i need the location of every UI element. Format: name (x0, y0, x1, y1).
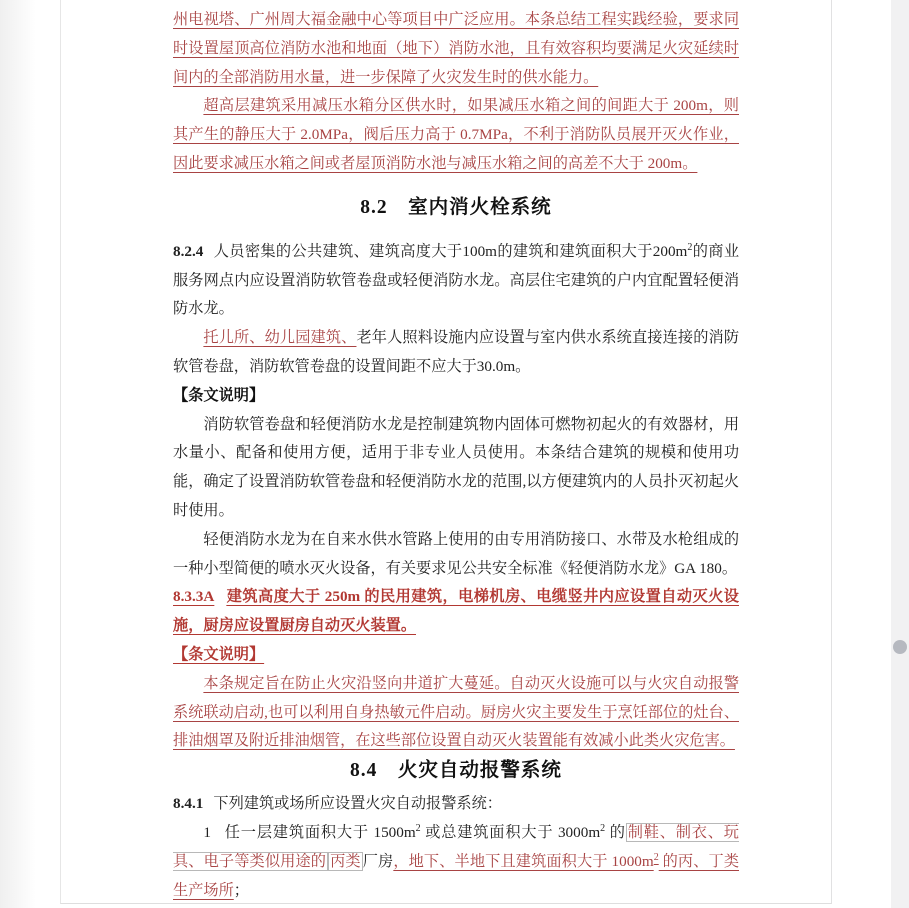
list-item-1-number: 1 (203, 823, 211, 841)
item-1-boxed-insertion-uses: 制鞋、制衣、玩具、电子等类似用途的 (173, 823, 739, 870)
clause-8-3-3A-text: 建筑高度大于 250m 的民用建筑，电梯机房、电缆竖井内应设置自动灭火设施，厨房应设置厨房自动灭火装置。 (173, 588, 739, 635)
document-page (60, 0, 832, 904)
item-1-red-places: 的丙、丁类生产场所 (173, 852, 739, 899)
item-1-semicolon: ； (233, 881, 249, 899)
superscript-square-meters: 2 (653, 851, 659, 863)
commentary-label-red-text: 【条文说明】 (173, 645, 265, 663)
para-childcare-text: 老年人照料设施内应设置与室内供水系统直接连接的消防软管卷盘，消防软管卷盘的设置间距不应大于30.0m。 (173, 329, 739, 375)
section-heading-8-2: 8.2 室内消火栓系统 (360, 196, 552, 218)
clause-8-2-4-text-a: 人员密集的公共建筑、建筑高度大于100m的建筑和建筑面积大于200m (213, 242, 688, 260)
clause-8-4-1-text: 下列建筑或场所应设置火灾自动报警系统： (213, 795, 502, 813)
superscript-square-meters: 2 (687, 241, 693, 253)
commentary-label-black: 【条文说明】 (173, 386, 265, 404)
superscript-square-meters: 2 (415, 822, 421, 834)
para-childcare (173, 324, 739, 382)
item-1-black-b: 或总建筑面积大于 3000m (420, 823, 601, 841)
item-1-black-plant: 厂房 (362, 852, 394, 870)
para-pool-continuation: 州电视塔、广州周大福金融中心等项目中广泛应用。本条总结工程实践经验，要求同时设置屋顶高位消防水池和地面（地下）消防水池，且有效容积均要满足火灾延续时间内的全部消防用水量，进一步保障了火灾发生时的供水能力。 (173, 11, 739, 86)
superscript-square-meters: 2 (600, 822, 606, 834)
item-1-boxed-insertion-class-c: 丙类 (330, 852, 361, 870)
clause-8-2-4-number: 8.2.4 (173, 242, 204, 260)
scrollbar-thumb[interactable] (893, 640, 907, 654)
item-1-red-underground: ，地下、半地下且建筑面积大于 1000m (393, 852, 654, 870)
commentary-label-red (173, 641, 739, 670)
page-content (173, 6, 739, 906)
clause-8-3-3A (173, 583, 739, 641)
item-1-black-a: 任一层建筑面积大于 1500m (223, 823, 416, 841)
clause-8-2-4-text-b: 的商业服务网点内应设置消防软管卷盘或轻便消防水龙。高层住宅建筑的户内宜配置轻便消防水龙。 (173, 242, 739, 318)
item-1-black-c: 的 (605, 823, 626, 841)
clause-8-2-4 (173, 238, 739, 324)
para-shaft-fire: 本条规定旨在防止火灾沿竖向井道扩大蔓延。自动灭火设施可以与火灾自动报警系统联动启动,也可以利用自身热敏元件启动。厨房火灾主要发生于烹饪部位的灶台、排油烟罩及附近排油烟管，在这些部位设置自动灭火装置能有效减小此类火灾危害。 (173, 674, 739, 750)
page-left-shadow (0, 0, 42, 908)
para-childcare-revision: 托儿所、幼儿园建筑、 (203, 329, 357, 347)
clause-8-3-3A-number: 8.3.3A (173, 588, 215, 606)
para-pressure-tank: 超高层建筑采用减压水箱分区供水时，如果减压水箱之间的间距大于 200m，则其产生的静压大于 2.0MPa，阀后压力高于 0.7MPa，不利于消防队员展开灭火作业，因此要求减压水箱之间或者屋顶消防水池与减压水箱之间的高差不大于 200m。 (173, 97, 739, 172)
clause-8-4-1-number: 8.4.1 (173, 795, 204, 813)
para-hose-reel: 消防软管卷盘和轻便消防水龙是控制建筑物内固体可燃物初起火的有效器材，用水量小、配备和使用方便，适用于非专业人员使用。本条结合建筑的规模和使用功能，确定了设置消防软管卷盘和轻便消防水龙的范围,以方便建筑内的人员扑灭初起火时使用。 (173, 415, 739, 519)
section-heading-8-4: 8.4 火灾自动报警系统 (350, 760, 562, 782)
para-portable-hose: 轻便消防水龙为在自来水供水管路上使用的由专用消防接口、水带及水枪组成的一种小型简便的喷水灭火设备，有关要求见公共安全标准《轻便消防水龙》GA 180。 (173, 530, 739, 577)
scrollbar-track[interactable] (891, 0, 909, 908)
clause-8-4-1 (173, 790, 739, 819)
list-item-1 (173, 819, 739, 905)
